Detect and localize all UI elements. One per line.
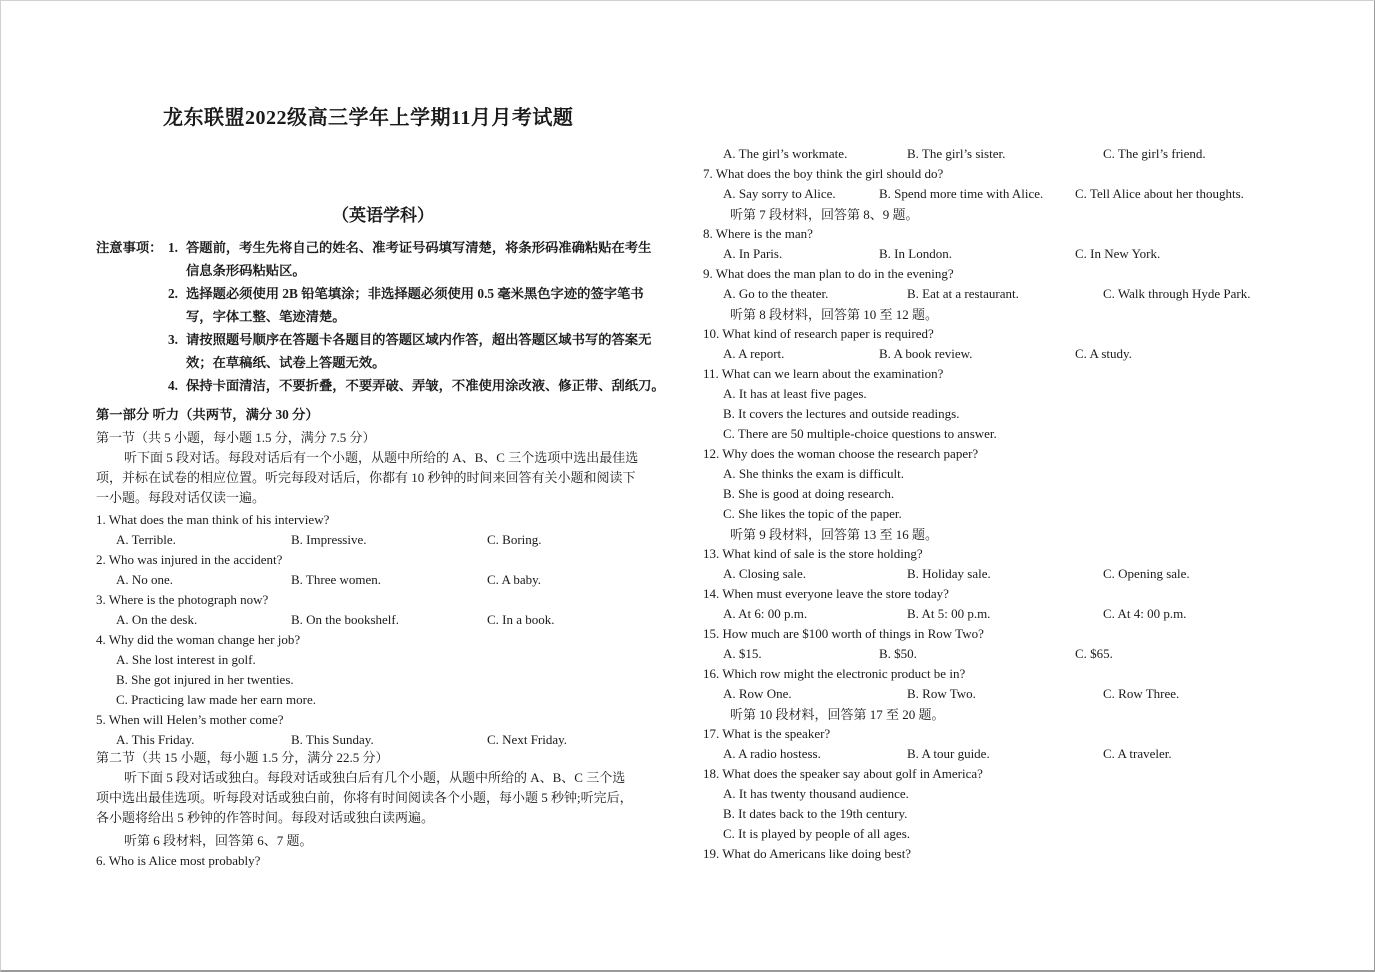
material-7: 听第 7 段材料，回答第 8、9 题。 xyxy=(730,207,919,222)
question-17: 17. What is the speaker? xyxy=(703,726,831,741)
question-1: 1. What does the man think of his interview? xyxy=(96,512,330,527)
question-9: 9. What does the man plan to do in the evening? xyxy=(703,266,954,281)
notice-label: 注意事项： xyxy=(96,240,163,255)
part1-heading: 第一部分 听力（共两节，满分 30 分） xyxy=(96,407,319,422)
section2-title: 第二节（共 15 小题，每小题 1.5 分，满分 22.5 分） xyxy=(96,750,389,765)
section2-instr-3: 各小题将给出 5 秒钟的作答时间。每段对话或独白读两遍。 xyxy=(96,810,435,825)
q11-option-a: A. It has at least five pages. xyxy=(723,386,867,401)
q2-option-b: B. Three women. xyxy=(291,572,382,587)
question-18: 18. What does the speaker say about golf in America? xyxy=(703,766,983,781)
q12-option-a: A. She thinks the exam is difficult. xyxy=(723,466,905,481)
q2-option-c: C. A baby. xyxy=(487,572,542,587)
q8-option-c: C. In New York. xyxy=(1075,246,1161,261)
material-10: 听第 10 段材料，回答第 17 至 20 题。 xyxy=(730,707,945,722)
q7-option-c: C. Tell Alice about her thoughts. xyxy=(1075,186,1244,201)
q3-option-b: B. On the bookshelf. xyxy=(291,612,399,627)
q7-option-a: A. Say sorry to Alice. xyxy=(723,186,836,201)
q17-option-b: B. A tour guide. xyxy=(907,746,990,761)
q6-option-b: B. The girl’s sister. xyxy=(907,146,1006,161)
q6-option-a: A. The girl’s workmate. xyxy=(723,146,848,161)
q14-option-a: A. At 6: 00 p.m. xyxy=(723,606,808,621)
q13-option-c: C. Opening sale. xyxy=(1103,566,1190,581)
question-8: 8. Where is the man? xyxy=(703,226,813,241)
q9-option-c: C. Walk through Hyde Park. xyxy=(1103,286,1251,301)
exam-subject: （英语学科） xyxy=(332,206,434,225)
question-10: 10. What kind of research paper is required? xyxy=(703,326,934,341)
notice-item-2: 2. 选择题必须使用 2B 铅笔填涂；非选择题必须使用 0.5 毫米黑色字迹的签字笔书 写，字体工整、笔迹清楚。 xyxy=(168,286,644,324)
q5-option-a: A. This Friday. xyxy=(116,732,195,747)
q2-option-a: A. No one. xyxy=(116,572,174,587)
question-19: 19. What do Americans like doing best? xyxy=(703,846,912,861)
q4-option-a: A. She lost interest in golf. xyxy=(116,652,256,667)
q8-option-b: B. In London. xyxy=(879,246,952,261)
question-5: 5. When will Helen’s mother come? xyxy=(96,712,284,727)
q5-option-b: B. This Sunday. xyxy=(291,732,374,747)
exam-title: 龙东联盟2022级高三学年上学期11月月考试题 xyxy=(163,107,574,129)
q4-option-c: C. Practicing law made her earn more. xyxy=(116,692,316,707)
q16-option-c: C. Row Three. xyxy=(1103,686,1180,701)
q15-option-c: C. $65. xyxy=(1075,646,1113,661)
q3-option-c: C. In a book. xyxy=(487,612,555,627)
q12-option-c: C. She likes the topic of the paper. xyxy=(723,506,902,521)
q13-option-a: A. Closing sale. xyxy=(723,566,807,581)
q5-option-c: C. Next Friday. xyxy=(487,732,568,747)
question-4: 4. Why did the woman change her job? xyxy=(96,632,301,647)
section1-instr-1: 听下面 5 段对话。每段对话后有一个小题，从题中所给的 A、B、C 三个选项中选出最佳选 xyxy=(124,450,639,465)
section2-instr-2: 项中选出最佳选项。听每段对话或独白前，你将有时间阅读各个小题，每小题 5 秒钟;听完后， xyxy=(96,790,633,805)
q15-option-a: A. $15. xyxy=(723,646,762,661)
q4-option-b: B. She got injured in her twenties. xyxy=(116,672,294,687)
q14-option-c: C. At 4: 00 p.m. xyxy=(1103,606,1187,621)
q13-option-b: B. Holiday sale. xyxy=(907,566,991,581)
q16-option-a: A. Row One. xyxy=(723,686,792,701)
question-13: 13. What kind of sale is the store holding? xyxy=(703,546,923,561)
q18-option-c: C. It is played by people of all ages. xyxy=(723,826,911,841)
q1-option-c: C. Boring. xyxy=(487,532,542,547)
section1-instr-2: 项，并标在试卷的相应位置。听完每段对话后，你都有 10 秒钟的时间来回答有关小题和阅读下 xyxy=(96,470,636,485)
notice-item-3: 3. 请按照题号顺序在答题卡各题目的答题区域内作答，超出答题区域书写的答案无 效；在草稿纸、试卷上答题无效。 xyxy=(168,332,652,370)
q7-option-b: B. Spend more time with Alice. xyxy=(879,186,1044,201)
q14-option-b: B. At 5: 00 p.m. xyxy=(907,606,991,621)
q1-option-a: A. Terrible. xyxy=(116,532,176,547)
q11-option-c: C. There are 50 multiple-choice questions to answer. xyxy=(723,426,997,441)
q10-option-a: A. A report. xyxy=(723,346,785,361)
material-8: 听第 8 段材料，回答第 10 至 12 题。 xyxy=(730,307,939,322)
q11-option-b: B. It covers the lectures and outside readings. xyxy=(723,406,960,421)
question-2: 2. Who was injured in the accident? xyxy=(96,552,283,567)
section1-instr-3: 一小题。每段对话仅读一遍。 xyxy=(96,490,266,505)
q10-option-c: C. A study. xyxy=(1075,346,1132,361)
q17-option-a: A. A radio hostess. xyxy=(723,746,821,761)
question-15: 15. How much are $100 worth of things in Row Two? xyxy=(703,626,984,641)
q18-option-a: A. It has twenty thousand audience. xyxy=(723,786,909,801)
q16-option-b: B. Row Two. xyxy=(907,686,976,701)
q8-option-a: A. In Paris. xyxy=(723,246,783,261)
q18-option-b: B. It dates back to the 19th century. xyxy=(723,806,908,821)
section1-title: 第一节（共 5 小题，每小题 1.5 分，满分 7.5 分） xyxy=(96,430,376,445)
notice-item-4: 4. 保持卡面清洁，不要折叠，不要弄破、弄皱，不准使用涂改液、修正带、刮纸刀。 xyxy=(168,378,665,393)
q17-option-c: C. A traveler. xyxy=(1103,746,1172,761)
q15-option-b: B. $50. xyxy=(879,646,917,661)
question-14: 14. When must everyone leave the store today? xyxy=(703,586,949,601)
material-6: 听第 6 段材料，回答第 6、7 题。 xyxy=(124,833,313,848)
notice-item-1: 1. 答题前，考生先将自己的姓名、准考证号码填写清楚，将条形码准确粘贴在考生 信息条形码粘贴区。 xyxy=(168,240,652,278)
q3-option-a: A. On the desk. xyxy=(116,612,198,627)
question-12: 12. Why does the woman choose the research paper? xyxy=(703,446,979,461)
q9-option-b: B. Eat at a restaurant. xyxy=(907,286,1019,301)
question-11: 11. What can we learn about the examination? xyxy=(703,366,944,381)
question-7: 7. What does the boy think the girl should do? xyxy=(703,166,944,181)
q9-option-a: A. Go to the theater. xyxy=(723,286,829,301)
section2-instr-1: 听下面 5 段对话或独白。每段对话或独白后有几个小题，从题中所给的 A、B、C 三个选 xyxy=(124,770,626,785)
question-3: 3. Where is the photograph now? xyxy=(96,592,269,607)
q1-option-b: B. Impressive. xyxy=(291,532,367,547)
q10-option-b: B. A book review. xyxy=(879,346,973,361)
question-6: 6. Who is Alice most probably? xyxy=(96,853,261,868)
question-16: 16. Which row might the electronic product be in? xyxy=(703,666,966,681)
q12-option-b: B. She is good at doing research. xyxy=(723,486,895,501)
material-9: 听第 9 段材料，回答第 13 至 16 题。 xyxy=(730,527,939,542)
q6-option-c: C. The girl’s friend. xyxy=(1103,146,1206,161)
